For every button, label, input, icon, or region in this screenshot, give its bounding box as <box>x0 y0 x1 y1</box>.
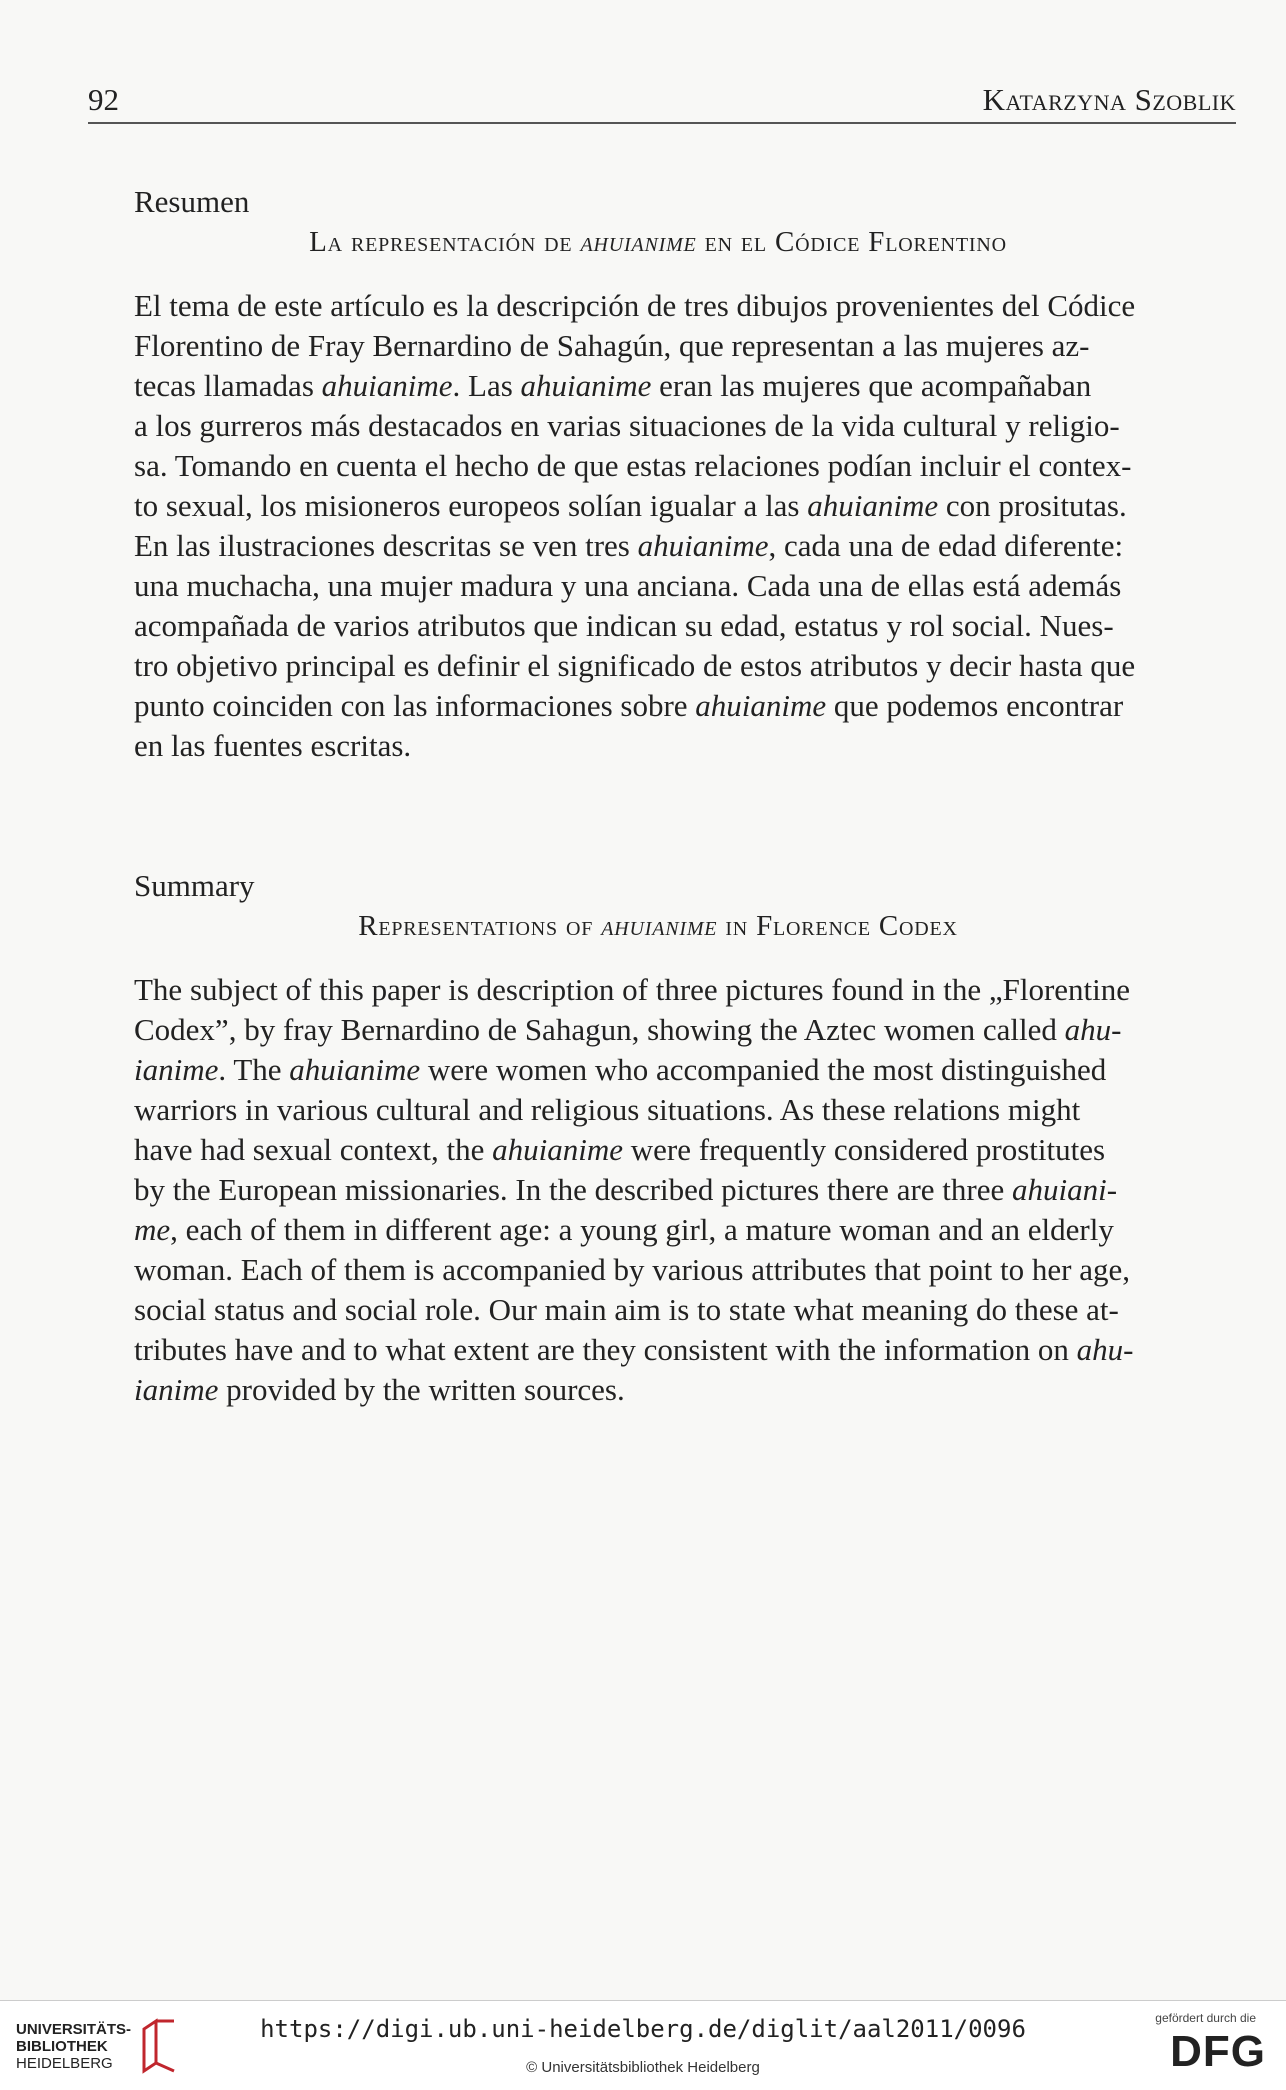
italic-term: ahuianime <box>807 488 939 523</box>
text-line: tributes have and to what extent are they consistent with the information on ahu- <box>134 1332 1134 1367</box>
text-line: en las fuentes escritas. <box>134 728 412 763</box>
text-line: El tema de este artículo es la descripción de tres dibujos provenientes del Códice <box>134 288 1136 323</box>
text-line: ianime provided by the written sources. <box>134 1372 625 1407</box>
resumen-title-em: ahuianime <box>580 226 697 258</box>
page-number: 92 <box>88 82 119 117</box>
resumen-body <box>134 286 1182 766</box>
library-name-line1: UNIVERSITÄTS- <box>16 2021 132 2038</box>
text-line: Codex”, by fray Bernardino de Sahagun, showing the Aztec women called ahu- <box>134 1012 1122 1047</box>
italic-term: ahu- <box>1076 1332 1134 1367</box>
library-name-line3: HEIDELBERG <box>16 2055 113 2072</box>
library-name-line2: BIBLIOTHEK <box>16 2038 108 2055</box>
running-head: Katarzyna Szoblik <box>982 82 1236 117</box>
italic-term: ahuianime <box>520 368 652 403</box>
italic-term: ahuianime <box>321 368 453 403</box>
page-header <box>88 78 1236 124</box>
text-line: ianime. The ahuianime were women who accompanied the most distinguished <box>134 1052 1107 1087</box>
italic-term: ianime <box>134 1052 219 1087</box>
italic-term: ahuiani- <box>1012 1172 1118 1207</box>
text-line: punto coinciden con las informaciones sobre ahuianime que podemos encontrar <box>134 688 1124 723</box>
italic-term: ahuianime <box>289 1052 421 1087</box>
funding-note: gefördert durch die <box>1155 2011 1256 2025</box>
text-line: tecas llamadas ahuianime. Las ahuianime eran las mujeres que acompañaban <box>134 368 1092 403</box>
resumen-section <box>134 182 1182 766</box>
text-line: social status and social role. Our main aim is to state what meaning do these at- <box>134 1292 1119 1327</box>
permalink-url[interactable]: https://digi.ub.uni-heidelberg.de/diglit/aal2011/0096 <box>260 2015 1026 2043</box>
dfg-logo[interactable]: DFG <box>1170 2027 1266 2076</box>
text-line: me, each of them in different age: a young girl, a mature woman and an elderly <box>134 1212 1114 1247</box>
resumen-title-post: en el Códice Florentino <box>696 226 1007 258</box>
text-line: En las ilustraciones descritas se ven tres ahuianime, cada una de edad diferente: <box>134 528 1124 563</box>
digitization-footer <box>0 2000 1286 2090</box>
text-line: warriors in various cultural and religious situations. As these relations might <box>134 1092 1081 1127</box>
text-line: tro objetivo principal es definir el significado de estos atributos y decir hasta que <box>134 648 1136 683</box>
text-line: a los gurreros más destacados en varias situaciones de la vida cultural y religio- <box>134 408 1120 443</box>
resumen-label: Resumen <box>134 184 250 219</box>
text-line: to sexual, los misioneros europeos solían igualar a las ahuianime con prositutas. <box>134 488 1127 523</box>
italic-term: ahuianime <box>492 1132 623 1167</box>
summary-body <box>134 970 1182 1410</box>
text-line: sa. Tomando en cuenta el hecho de que estas relaciones podían incluir el contex- <box>134 448 1132 483</box>
copyright-notice: © Universitätsbibliothek Heidelberg <box>526 2059 760 2076</box>
italic-term: ahu- <box>1064 1012 1122 1047</box>
summary-title <box>134 906 1182 946</box>
italic-term: ianime <box>134 1372 219 1407</box>
italic-term: me <box>134 1212 171 1247</box>
summary-title-pre: Representations of <box>358 910 602 942</box>
summary-label: Summary <box>134 868 255 903</box>
text-line: acompañada de varios atributos que indican su edad, estatus y rol social. Nues- <box>134 608 1114 643</box>
italic-term: ahuianime <box>695 688 827 723</box>
text-line: Florentino de Fray Bernardino de Sahagún, que representan a las mujeres az- <box>134 328 1090 363</box>
italic-term: ahuianime <box>637 528 769 563</box>
text-line: have had sexual context, the ahuianime were frequently considered prostitutes <box>134 1132 1106 1167</box>
text-line: una muchacha, una mujer madura y una anciana. Cada una de ellas está además <box>134 568 1122 603</box>
resumen-title-pre: La representación de <box>309 226 581 258</box>
text-line: The subject of this paper is description of three pictures found in the „Florentine <box>134 972 1131 1007</box>
text-line: by the European missionaries. In the described pictures there are three ahuiani- <box>134 1172 1118 1207</box>
summary-title-post: in Florence Codex <box>717 910 958 942</box>
resumen-title <box>134 222 1182 262</box>
summary-title-em: ahuianime <box>601 910 718 942</box>
summary-section <box>134 866 1182 1410</box>
text-line: woman. Each of them is accompanied by various attributes that point to her age, <box>134 1252 1131 1287</box>
